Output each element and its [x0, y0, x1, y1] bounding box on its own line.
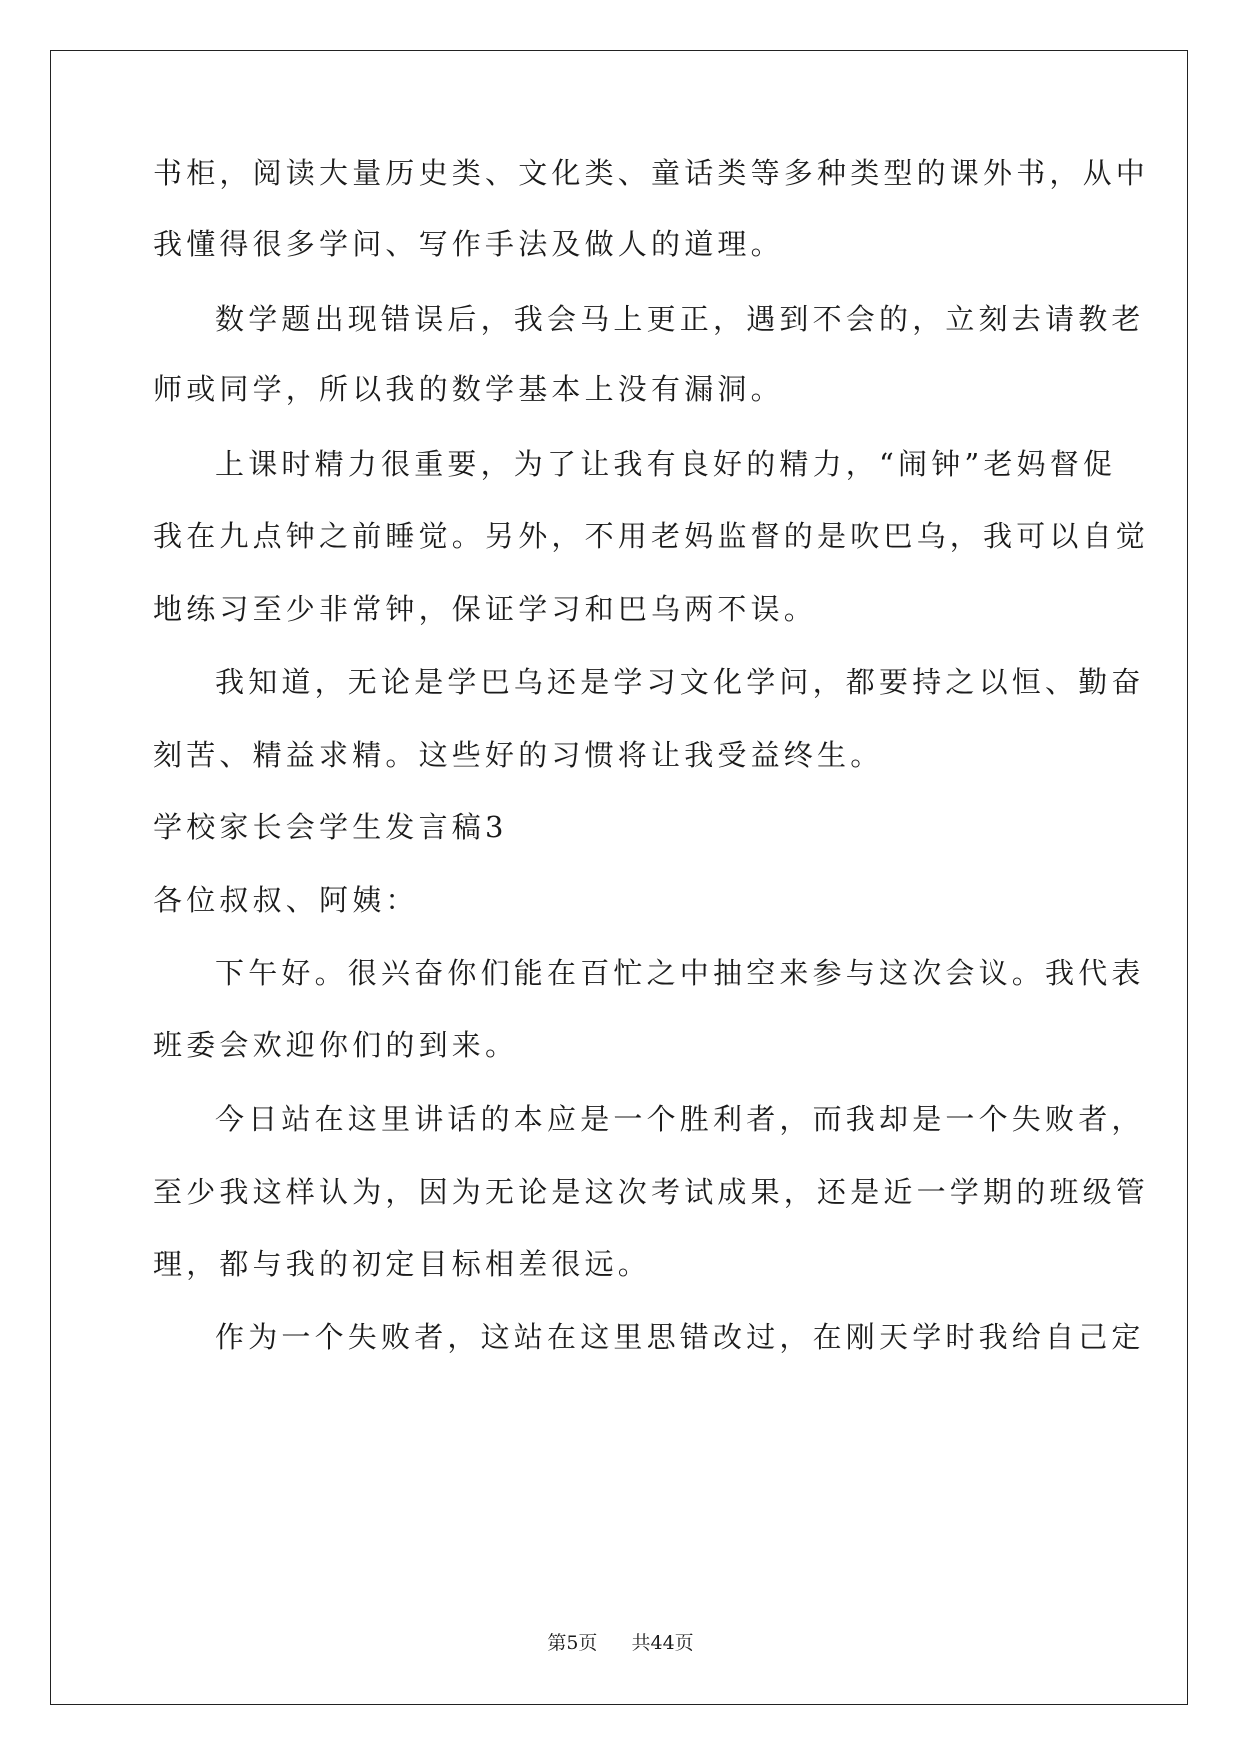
text-line: 刻苦、精益求精。这些好的习惯将让我受益终生。: [153, 738, 884, 772]
page-total: 共44页: [631, 1632, 694, 1654]
text-line: 班委会欢迎你们的到来。: [153, 1028, 519, 1062]
paragraph-line: 我知道，无论是学巴乌还是学习文化学问，都要持之以恒、勤奋: [215, 665, 1145, 699]
paragraph-line: 今日站在这里讲话的本应是一个胜利者，而我却是一个失败者，: [215, 1102, 1145, 1136]
page-number: 第5页: [547, 1632, 598, 1654]
salutation: 各位叔叔、阿姨：: [153, 883, 419, 917]
text-line: 我懂得很多学问、写作手法及做人的道理。: [153, 227, 784, 261]
paragraph-line: 下午好。很兴奋你们能在百忙之中抽空来参与这次会议。我代表: [215, 956, 1145, 990]
paragraph-line: 作为一个失败者，这站在这里思错改过，在刚天学时我给自己定: [215, 1320, 1145, 1354]
paragraph-line: 上课时精力很重要，为了让我有良好的精力，“闹钟”老妈督促: [215, 447, 1117, 481]
text-line: 理，都与我的初定目标相差很远。: [153, 1247, 652, 1281]
paragraph-line: 数学题出现错误后，我会马上更正，遇到不会的，立刻去请教老: [215, 302, 1145, 336]
text-line: 师或同学，所以我的数学基本上没有漏洞。: [153, 372, 784, 406]
text-line: 我在九点钟之前睡觉。另外，不用老妈监督的是吹巴乌，我可以自觉: [153, 519, 1150, 553]
text-line: 书柜，阅读大量历史类、文化类、童话类等多种类型的课外书，从中: [153, 156, 1150, 190]
text-line: 至少我这样认为，因为无论是这次考试成果，还是近一学期的班级管: [153, 1175, 1150, 1209]
page-footer: [0, 1628, 1241, 1655]
text-line: 地练习至少非常钟，保证学习和巴乌两不误。: [153, 592, 818, 626]
section-heading: 学校家长会学生发言稿3: [153, 810, 508, 844]
